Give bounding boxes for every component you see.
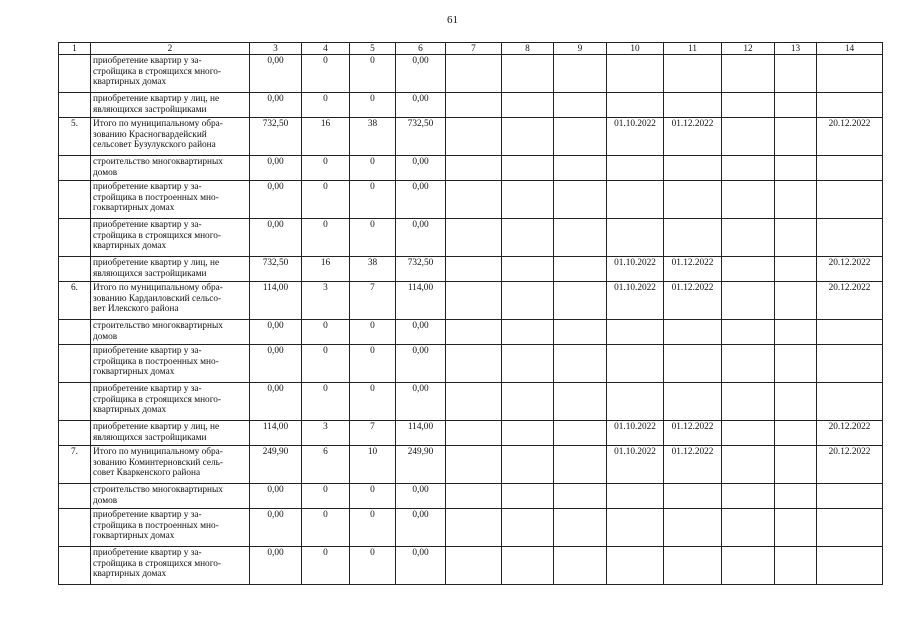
row-name-line: домов	[93, 167, 118, 178]
col14-cell: 20.12.2022	[817, 282, 883, 320]
table-row	[59, 509, 883, 547]
col3-cell: 0,00	[250, 383, 302, 421]
col5-cell: 0	[350, 320, 396, 345]
col14-cell	[817, 547, 883, 585]
row-name-line: квартирных домах	[93, 405, 167, 416]
col5-cell: 38	[350, 118, 396, 156]
column-header-11: 11	[664, 43, 722, 55]
col13-cell	[775, 219, 817, 257]
col5-cell: 0	[350, 55, 396, 93]
row-name-line: зованию Коминтерновский сель-	[93, 457, 223, 468]
table-row	[59, 383, 883, 421]
row-index-cell	[59, 93, 91, 118]
table-row	[59, 484, 883, 509]
col8-cell	[502, 484, 554, 509]
col11-cell: 01.12.2022	[664, 446, 722, 484]
col11-cell: 01.12.2022	[664, 282, 722, 320]
row-name-line: приобретение квартир у за-	[93, 346, 202, 356]
col3-cell: 732,50	[250, 118, 302, 156]
column-header-13: 13	[775, 43, 817, 55]
row-name-line: стройщика в строящихся много-	[93, 66, 222, 77]
col6-cell: 114,00	[396, 282, 446, 320]
col4-cell: 3	[302, 421, 350, 446]
col10-cell	[607, 320, 664, 345]
col13-cell	[775, 257, 817, 282]
col10-cell	[607, 547, 664, 585]
row-name-cell	[91, 484, 250, 509]
column-header-3: 3	[250, 43, 302, 55]
col7-cell	[446, 282, 502, 320]
col6-cell: 0,00	[396, 55, 446, 93]
col9-cell	[554, 118, 607, 156]
col11-cell: 01.12.2022	[664, 118, 722, 156]
col12-cell	[722, 320, 775, 345]
col6-cell: 0,00	[396, 156, 446, 181]
col10-cell	[607, 219, 664, 257]
row-index-cell	[59, 484, 91, 509]
column-header-2: 2	[91, 43, 250, 55]
col12-cell	[722, 257, 775, 282]
col3-cell: 0,00	[250, 219, 302, 257]
col5-cell: 0	[350, 484, 396, 509]
table-row	[59, 547, 883, 585]
data-table	[58, 42, 883, 585]
row-name-line: домов	[93, 331, 118, 342]
col12-cell	[722, 547, 775, 585]
row-name-line: стройщика в построенных мно-	[93, 520, 219, 531]
col6-cell: 249,90	[396, 446, 446, 484]
col13-cell	[775, 282, 817, 320]
col11-cell	[664, 484, 722, 509]
table-row	[59, 282, 883, 320]
row-name-cell	[91, 383, 250, 421]
col9-cell	[554, 446, 607, 484]
col11-cell: 01.12.2022	[664, 257, 722, 282]
col14-cell	[817, 181, 883, 219]
header-row	[59, 43, 883, 55]
column-header-1: 1	[59, 43, 91, 55]
col8-cell	[502, 421, 554, 446]
col11-cell	[664, 547, 722, 585]
row-index-cell	[59, 219, 91, 257]
table-row	[59, 421, 883, 446]
col11-cell	[664, 509, 722, 547]
col7-cell	[446, 509, 502, 547]
col8-cell	[502, 282, 554, 320]
col10-cell	[607, 509, 664, 547]
col13-cell	[775, 421, 817, 446]
col13-cell	[775, 320, 817, 345]
row-name-cell	[91, 282, 250, 320]
col4-cell: 0	[302, 383, 350, 421]
row-name-line: домов	[93, 495, 118, 506]
col9-cell	[554, 257, 607, 282]
col4-cell: 0	[302, 345, 350, 383]
col3-cell: 114,00	[250, 421, 302, 446]
col5-cell: 0	[350, 509, 396, 547]
col14-cell: 20.12.2022	[817, 257, 883, 282]
col4-cell: 16	[302, 257, 350, 282]
col9-cell	[554, 320, 607, 345]
column-header-12: 12	[722, 43, 775, 55]
col5-cell: 0	[350, 219, 396, 257]
col4-cell: 0	[302, 181, 350, 219]
col12-cell	[722, 446, 775, 484]
col14-cell: 20.12.2022	[817, 421, 883, 446]
col7-cell	[446, 55, 502, 93]
col6-cell: 0,00	[396, 383, 446, 421]
col8-cell	[502, 181, 554, 219]
row-name-line: приобретение квартир у за-	[93, 510, 202, 520]
col12-cell	[722, 181, 775, 219]
col11-cell	[664, 320, 722, 345]
row-name-line: приобретение квартир у за-	[93, 56, 202, 66]
row-name-cell	[91, 156, 250, 181]
col6-cell: 0,00	[396, 345, 446, 383]
col8-cell	[502, 383, 554, 421]
col8-cell	[502, 93, 554, 118]
col14-cell: 20.12.2022	[817, 446, 883, 484]
col5-cell: 10	[350, 446, 396, 484]
col11-cell	[664, 345, 722, 383]
col11-cell: 01.12.2022	[664, 421, 722, 446]
row-name-cell	[91, 93, 250, 118]
col7-cell	[446, 181, 502, 219]
row-index-cell	[59, 156, 91, 181]
col14-cell	[817, 345, 883, 383]
col6-cell: 0,00	[396, 509, 446, 547]
col9-cell	[554, 383, 607, 421]
col9-cell	[554, 219, 607, 257]
row-index-cell	[59, 55, 91, 93]
row-name-line: приобретение квартир у за-	[93, 548, 202, 558]
col6-cell: 0,00	[396, 181, 446, 219]
col12-cell	[722, 219, 775, 257]
row-name-line: совет Кваркенского района	[93, 468, 201, 479]
col14-cell	[817, 320, 883, 345]
row-index-cell: 6.	[59, 282, 91, 320]
table-row	[59, 55, 883, 93]
table-row	[59, 93, 883, 118]
col5-cell: 7	[350, 421, 396, 446]
col8-cell	[502, 509, 554, 547]
col3-cell: 114,00	[250, 282, 302, 320]
col7-cell	[446, 421, 502, 446]
col12-cell	[722, 156, 775, 181]
col11-cell	[664, 181, 722, 219]
row-name-line: приобретение квартир у лиц, не	[93, 258, 220, 268]
col5-cell: 38	[350, 257, 396, 282]
col9-cell	[554, 93, 607, 118]
row-name-line: стройщика в строящихся много-	[93, 558, 222, 569]
col10-cell: 01.10.2022	[607, 282, 664, 320]
column-header-7: 7	[446, 43, 502, 55]
table-row	[59, 257, 883, 282]
row-name-line: зованию Красногвардейский	[93, 129, 207, 140]
col7-cell	[446, 257, 502, 282]
col7-cell	[446, 320, 502, 345]
col11-cell	[664, 219, 722, 257]
col9-cell	[554, 55, 607, 93]
col8-cell	[502, 55, 554, 93]
col11-cell	[664, 55, 722, 93]
row-name-line: приобретение квартир у за-	[93, 384, 202, 394]
col14-cell	[817, 484, 883, 509]
col12-cell	[722, 118, 775, 156]
col13-cell	[775, 383, 817, 421]
col5-cell: 0	[350, 93, 396, 118]
col8-cell	[502, 547, 554, 585]
col7-cell	[446, 446, 502, 484]
col10-cell	[607, 345, 664, 383]
row-name-line: зованию Кардаиловский сельсо-	[93, 293, 222, 304]
col13-cell	[775, 118, 817, 156]
col13-cell	[775, 547, 817, 585]
row-name-line: квартирных домах	[93, 241, 167, 252]
col10-cell	[607, 156, 664, 181]
col10-cell: 01.10.2022	[607, 118, 664, 156]
col9-cell	[554, 282, 607, 320]
col8-cell	[502, 156, 554, 181]
row-name-line: Итого по муниципальному обра-	[93, 283, 223, 293]
col9-cell	[554, 345, 607, 383]
col10-cell: 01.10.2022	[607, 257, 664, 282]
col10-cell	[607, 181, 664, 219]
row-name-cell	[91, 118, 250, 156]
row-name-line: квартирных домах	[93, 77, 167, 88]
col13-cell	[775, 181, 817, 219]
col9-cell	[554, 509, 607, 547]
col5-cell: 0	[350, 547, 396, 585]
col13-cell	[775, 93, 817, 118]
row-name-cell	[91, 257, 250, 282]
row-name-cell	[91, 446, 250, 484]
row-name-line: строительство многоквартирных	[93, 321, 223, 331]
row-name-line: гоквартирных домах	[93, 203, 175, 214]
col4-cell: 0	[302, 484, 350, 509]
column-header-9: 9	[554, 43, 607, 55]
row-name-line: квартирных домах	[93, 569, 167, 580]
row-name-line: гоквартирных домах	[93, 531, 175, 542]
col3-cell: 0,00	[250, 509, 302, 547]
row-name-cell	[91, 320, 250, 345]
col4-cell: 0	[302, 156, 350, 181]
col12-cell	[722, 421, 775, 446]
row-name-line: строительство многоквартирных	[93, 485, 223, 495]
column-header-6: 6	[396, 43, 446, 55]
col6-cell: 0,00	[396, 320, 446, 345]
column-header-14: 14	[817, 43, 883, 55]
row-name-cell	[91, 547, 250, 585]
col8-cell	[502, 446, 554, 484]
col7-cell	[446, 547, 502, 585]
col7-cell	[446, 345, 502, 383]
col12-cell	[722, 484, 775, 509]
col10-cell	[607, 55, 664, 93]
col12-cell	[722, 509, 775, 547]
col4-cell: 0	[302, 547, 350, 585]
col8-cell	[502, 219, 554, 257]
col12-cell	[722, 93, 775, 118]
row-name-line: стройщика в строящихся много-	[93, 394, 222, 405]
col11-cell	[664, 93, 722, 118]
col14-cell	[817, 383, 883, 421]
row-index-cell	[59, 421, 91, 446]
row-name-line: приобретение квартир у лиц, не	[93, 94, 220, 104]
col5-cell: 0	[350, 345, 396, 383]
row-name-line: являющихся застройщиками	[93, 104, 207, 115]
row-name-cell	[91, 219, 250, 257]
col10-cell	[607, 93, 664, 118]
col9-cell	[554, 181, 607, 219]
row-name-line: стройщика в строящихся много-	[93, 230, 222, 241]
col9-cell	[554, 484, 607, 509]
col9-cell	[554, 421, 607, 446]
row-index-cell: 5.	[59, 118, 91, 156]
col6-cell: 732,50	[396, 257, 446, 282]
table-row	[59, 320, 883, 345]
col4-cell: 3	[302, 282, 350, 320]
col13-cell	[775, 55, 817, 93]
col14-cell	[817, 55, 883, 93]
col4-cell: 0	[302, 320, 350, 345]
page-number: 61	[447, 14, 458, 26]
col14-cell	[817, 93, 883, 118]
col11-cell	[664, 383, 722, 421]
row-name-cell	[91, 421, 250, 446]
row-name-line: вет Илекского района	[93, 304, 179, 315]
col6-cell: 0,00	[396, 93, 446, 118]
col3-cell: 0,00	[250, 320, 302, 345]
col9-cell	[554, 547, 607, 585]
col3-cell: 0,00	[250, 55, 302, 93]
row-index-cell	[59, 383, 91, 421]
col14-cell	[817, 156, 883, 181]
table-row	[59, 156, 883, 181]
row-name-line: приобретение квартир у за-	[93, 182, 202, 192]
col6-cell: 0,00	[396, 484, 446, 509]
col6-cell: 114,00	[396, 421, 446, 446]
col8-cell	[502, 345, 554, 383]
col10-cell	[607, 484, 664, 509]
row-index-cell	[59, 320, 91, 345]
col3-cell: 732,50	[250, 257, 302, 282]
col10-cell: 01.10.2022	[607, 421, 664, 446]
row-name-line: сельсовет Бузулукского района	[93, 140, 216, 151]
row-name-cell	[91, 509, 250, 547]
row-name-line: гоквартирных домах	[93, 367, 175, 378]
col7-cell	[446, 156, 502, 181]
row-name-cell	[91, 55, 250, 93]
col9-cell	[554, 156, 607, 181]
col7-cell	[446, 484, 502, 509]
column-header-4: 4	[302, 43, 350, 55]
col4-cell: 0	[302, 55, 350, 93]
col6-cell: 732,50	[396, 118, 446, 156]
table-row	[59, 446, 883, 484]
col10-cell: 01.10.2022	[607, 446, 664, 484]
col14-cell	[817, 219, 883, 257]
col4-cell: 6	[302, 446, 350, 484]
col4-cell: 16	[302, 118, 350, 156]
row-name-line: Итого по муниципальному обра-	[93, 119, 223, 129]
col4-cell: 0	[302, 93, 350, 118]
col14-cell	[817, 509, 883, 547]
col6-cell: 0,00	[396, 219, 446, 257]
col7-cell	[446, 118, 502, 156]
table-row	[59, 219, 883, 257]
column-header-10: 10	[607, 43, 664, 55]
col7-cell	[446, 219, 502, 257]
col3-cell: 0,00	[250, 156, 302, 181]
col14-cell: 20.12.2022	[817, 118, 883, 156]
col5-cell: 0	[350, 383, 396, 421]
row-index-cell	[59, 257, 91, 282]
col7-cell	[446, 93, 502, 118]
col3-cell: 0,00	[250, 93, 302, 118]
col7-cell	[446, 383, 502, 421]
row-name-line: являющихся застройщиками	[93, 432, 207, 443]
col12-cell	[722, 55, 775, 93]
column-header-5: 5	[350, 43, 396, 55]
col3-cell: 249,90	[250, 446, 302, 484]
col13-cell	[775, 345, 817, 383]
row-name-line: стройщика в построенных мно-	[93, 356, 219, 367]
col3-cell: 0,00	[250, 484, 302, 509]
col12-cell	[722, 383, 775, 421]
col5-cell: 0	[350, 156, 396, 181]
row-name-line: стройщика в построенных мно-	[93, 192, 219, 203]
col4-cell: 0	[302, 509, 350, 547]
row-name-line: Итого по муниципальному обра-	[93, 447, 223, 457]
row-index-cell: 7.	[59, 446, 91, 484]
col8-cell	[502, 257, 554, 282]
table-row	[59, 118, 883, 156]
row-index-cell	[59, 509, 91, 547]
col3-cell: 0,00	[250, 345, 302, 383]
row-index-cell	[59, 181, 91, 219]
row-name-line: приобретение квартир у лиц, не	[93, 422, 220, 432]
row-name-cell	[91, 345, 250, 383]
col6-cell: 0,00	[396, 547, 446, 585]
col3-cell: 0,00	[250, 547, 302, 585]
col8-cell	[502, 118, 554, 156]
col5-cell: 0	[350, 181, 396, 219]
col5-cell: 7	[350, 282, 396, 320]
col13-cell	[775, 509, 817, 547]
col4-cell: 0	[302, 219, 350, 257]
col8-cell	[502, 320, 554, 345]
col10-cell	[607, 383, 664, 421]
col13-cell	[775, 484, 817, 509]
table-row	[59, 181, 883, 219]
row-name-line: строительство многоквартирных	[93, 157, 223, 167]
table-row	[59, 345, 883, 383]
row-index-cell	[59, 345, 91, 383]
row-name-line: приобретение квартир у за-	[93, 220, 202, 230]
row-name-cell	[91, 181, 250, 219]
column-header-8: 8	[502, 43, 554, 55]
col12-cell	[722, 345, 775, 383]
col13-cell	[775, 156, 817, 181]
col13-cell	[775, 446, 817, 484]
col3-cell: 0,00	[250, 181, 302, 219]
row-name-line: являющихся застройщиками	[93, 268, 207, 279]
col11-cell	[664, 156, 722, 181]
col12-cell	[722, 282, 775, 320]
row-index-cell	[59, 547, 91, 585]
